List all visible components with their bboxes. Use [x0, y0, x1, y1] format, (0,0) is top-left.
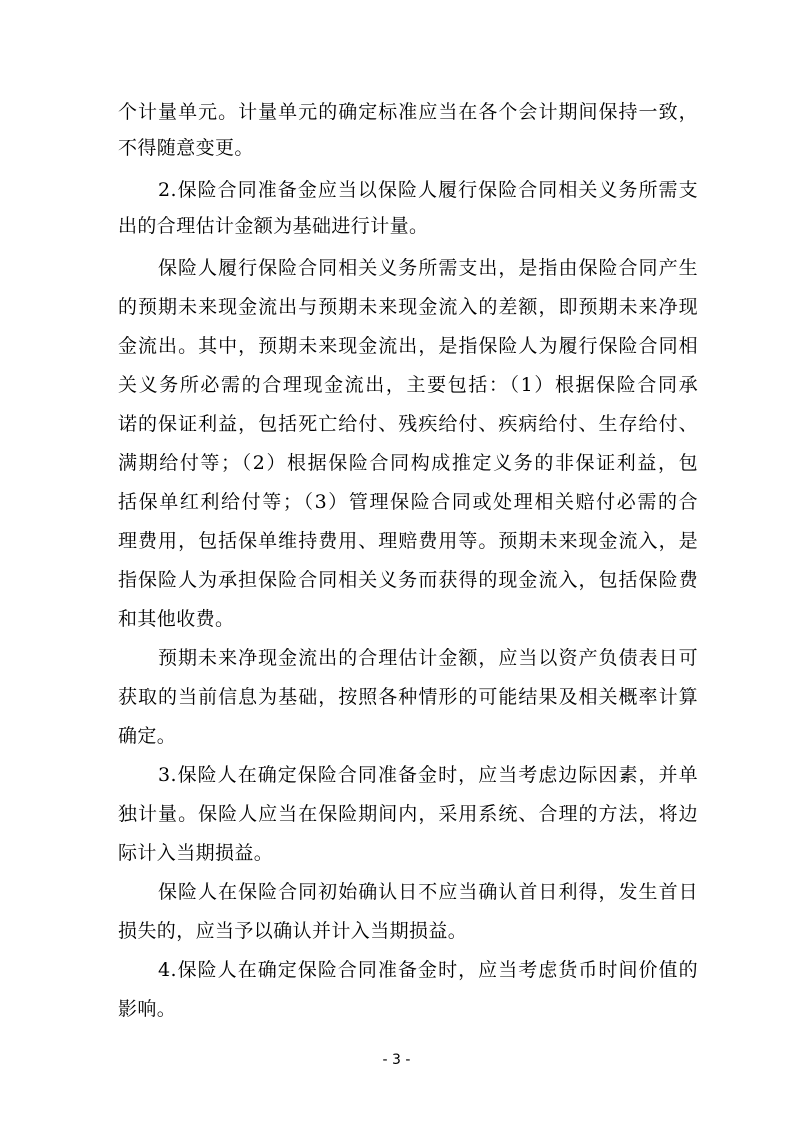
text-line: 括保单红利给付等；（3）管理保险合同或处理相关赔付必需的合	[118, 491, 698, 513]
text-line: 不得随意变更。	[118, 137, 254, 159]
text-line: 满期给付等；（2）根据保险合同构成推定义务的非保证利益，包	[118, 452, 698, 474]
text-line: 独计量。保险人应当在保险期间内，采用系统、合理的方法，将边	[118, 803, 698, 825]
text-line: 诺的保证利益，包括死亡给付、残疾给付、疾病给付、生存给付、	[118, 413, 698, 435]
page-number: - 3 -	[382, 1052, 411, 1068]
text-line: 的预期未来现金流出与预期未来现金流入的差额，即预期未来净现	[118, 296, 698, 318]
text-line: 保险人履行保险合同相关义务所需支出，是指由保险合同产生	[158, 257, 698, 279]
text-line: 预期未来净现金流出的合理估计金额，应当以资产负债表日可	[158, 647, 698, 669]
text-line: 理费用，包括保单维持费用、理赔费用等。预期未来现金流入，是	[118, 530, 698, 552]
text-line: 2.保险合同准备金应当以保险人履行保险合同相关义务所需支	[158, 179, 698, 201]
text-line: 3.保险人在确定保险合同准备金时，应当考虑边际因素，并单	[158, 764, 698, 786]
text-line: 获取的当前信息为基础，按照各种情形的可能结果及相关概率计算	[118, 686, 698, 708]
text-line: 指保险人为承担保险合同相关义务而获得的现金流入，包括保险费	[118, 569, 698, 591]
text-line: 影响。	[118, 998, 177, 1020]
text-line: 关义务所必需的合理现金流出，主要包括：（1）根据保险合同承	[118, 374, 698, 396]
text-line: 金流出。其中，预期未来现金流出，是指保险人为履行保险合同相	[118, 335, 698, 357]
text-line: 损失的，应当予以确认并计入当期损益。	[118, 920, 468, 942]
text-line: 确定。	[118, 725, 177, 747]
text-line: 出的合理估计金额为基础进行计量。	[118, 215, 429, 237]
text-line: 际计入当期损益。	[118, 842, 274, 864]
text-line: 个计量单元。计量单元的确定标准应当在各个会计期间保持一致，	[118, 101, 698, 123]
text-line: 保险人在保险合同初始确认日不应当确认首日利得，发生首日	[158, 881, 698, 903]
text-line: 和其他收费。	[118, 608, 235, 630]
text-line: 4.保险人在确定保险合同准备金时，应当考虑货币时间价值的	[158, 959, 698, 981]
